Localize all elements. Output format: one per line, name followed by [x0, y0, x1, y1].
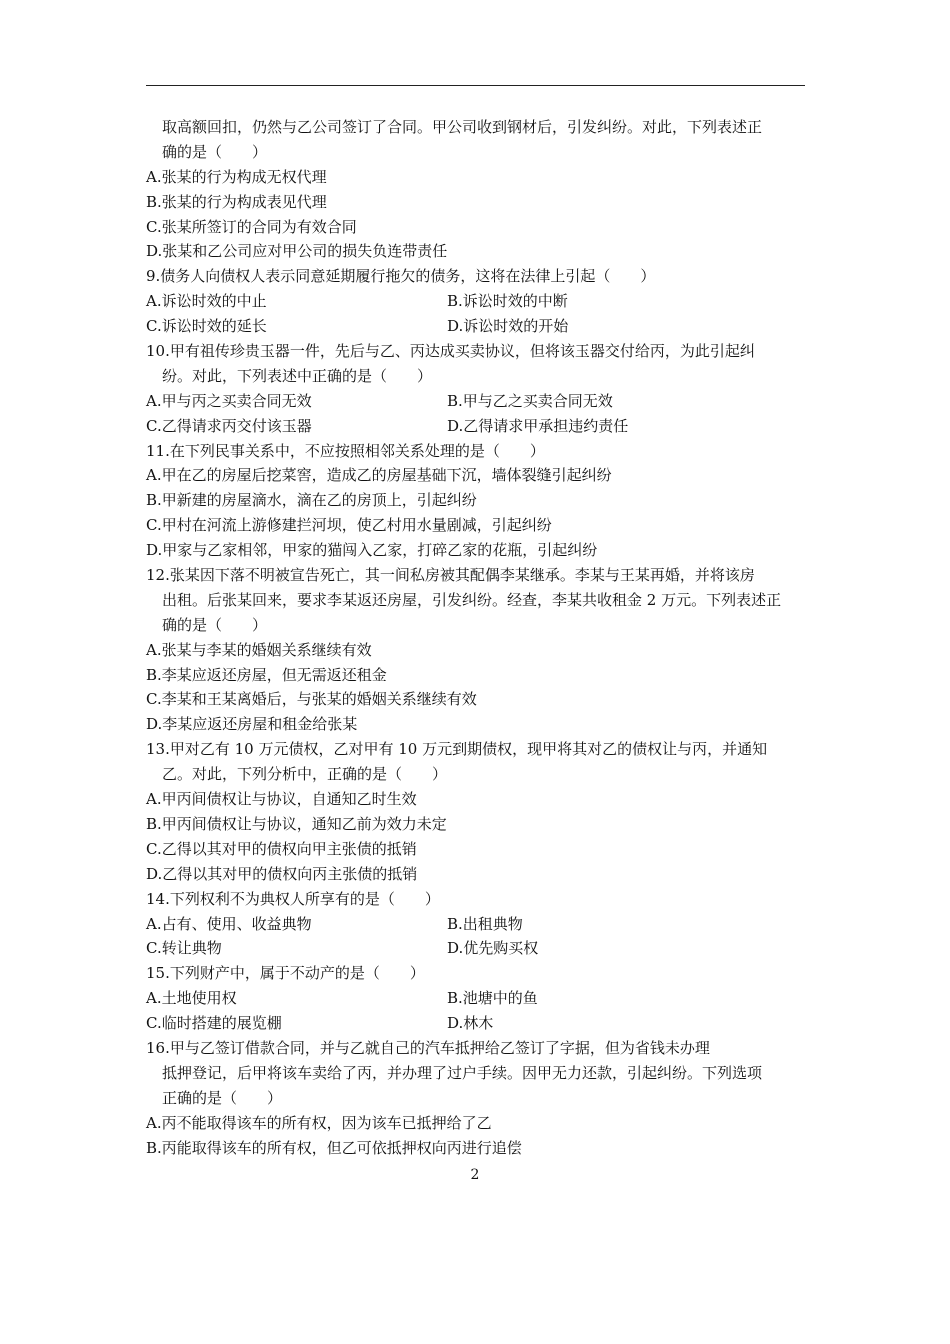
option-text: C.临时搭建的展览棚 — [146, 1014, 282, 1033]
text-line: 纷。对此，下列表述中正确的是（ ） — [162, 366, 433, 385]
text-line: 10.甲有祖传珍贵玉器一件，先后与乙、丙达成买卖协议，但将该玉器交付给丙，为此引起纠 — [146, 342, 755, 361]
text-line: 取高额回扣，仍然与乙公司签订了合同。甲公司收到钢材后，引发纠纷。对此，下列表述正 — [162, 118, 763, 136]
text-line: B.甲新建的房屋滴水，滴在乙的房顶上，引起纠纷 — [146, 491, 477, 510]
text-line: D.李某应返还房屋和租金给张某 — [146, 715, 358, 734]
text-line: B.甲丙间债权让与协议，通知乙前为效力未定 — [146, 814, 447, 833]
text-line: 确的是（ ） — [162, 615, 268, 634]
option-row — [146, 936, 808, 961]
option-text: A.甲与丙之买卖合同无效 — [146, 391, 312, 410]
text-line: D.甲家与乙家相邻，甲家的猫闯入乙家，打碎乙家的花瓶，引起纠纷 — [146, 541, 598, 560]
text-line: 9.债务人向债权人表示同意延期履行拖欠的债务，这将在法律上引起（ ） — [146, 267, 656, 286]
text-line: A.甲丙间债权让与协议，自通知乙时生效 — [146, 790, 417, 809]
text-line: 16.甲与乙签订借款合同，并与乙就自己的汽车抵押给乙签订了字据，但为省钱未办理 — [146, 1038, 710, 1057]
text-line: A.丙不能取得该车的所有权，因为该车已抵押给了乙 — [146, 1113, 492, 1132]
text-line: 12.张某因下落不明被宣告死亡，其一间私房被其配偶李某继承。李某与王某再婚，并将该房 — [146, 566, 755, 585]
option-text: B.池塘中的鱼 — [447, 989, 538, 1008]
option-text: A.诉讼时效的中止 — [146, 292, 267, 311]
text-line: A.甲在乙的房屋后挖菜窖，造成乙的房屋基础下沉，墙体裂缝引起纠纷 — [146, 466, 612, 485]
text-line: C.李某和王某离婚后，与张某的婚姻关系继续有效 — [146, 690, 477, 709]
option-text: C.乙得请求丙交付该玉器 — [146, 416, 312, 435]
text-line: 乙。对此，下列分析中，正确的是（ ） — [162, 765, 448, 784]
option-text: B.出租典物 — [447, 914, 523, 933]
option-text: B.甲与乙之买卖合同无效 — [447, 391, 613, 410]
text-line: 14.下列权利不为典权人所享有的是（ ） — [146, 889, 440, 908]
option-row — [146, 986, 808, 1011]
option-row — [146, 912, 808, 937]
text-line: A.张某与李某的婚姻关系继续有效 — [146, 640, 372, 659]
option-text: D.林木 — [447, 1014, 494, 1033]
option-text: A.占有、使用、收益典物 — [146, 914, 312, 933]
exam-questions — [146, 115, 808, 1160]
option-row — [146, 1011, 808, 1036]
option-row — [146, 389, 808, 414]
text-line: 13.甲对乙有 10 万元债权，乙对甲有 10 万元到期债权，现甲将其对乙的债权让与丙，并通知 — [146, 740, 768, 759]
option-row — [146, 414, 808, 439]
text-line: B.张某的行为构成表见代理 — [146, 192, 327, 211]
option-text: D.乙得请求甲承担违约责任 — [447, 416, 629, 435]
text-line: B.丙能取得该车的所有权，但乙可依抵押权向丙进行追偿 — [146, 1138, 522, 1157]
text-line: D.张某和乙公司应对甲公司的损失负连带责任 — [146, 242, 448, 261]
text-line: C.张某所签订的合同为有效合同 — [146, 217, 357, 236]
option-text: A.土地使用权 — [146, 989, 237, 1008]
text-line: B.李某应返还房屋，但无需返还租金 — [146, 665, 387, 684]
text-line: 抵押登记，后甲将该车卖给了丙，并办理了过户手续。因甲无力还款，引起纠纷。下列选项 — [162, 1063, 763, 1082]
option-text: C.转让典物 — [146, 939, 222, 958]
option-text: D.诉讼时效的开始 — [447, 317, 569, 336]
text-line: 11.在下列民事关系中，不应按照相邻关系处理的是（ ） — [146, 441, 545, 460]
text-line: C.甲村在河流上游修建拦河坝，使乙村用水量剧减，引起纠纷 — [146, 516, 552, 535]
text-line: 出租。后张某回来，要求李某返还房屋，引发纠纷。经查，李某共收租金 2 万元。下列表述正 — [162, 590, 782, 609]
option-text: B.诉讼时效的中断 — [447, 292, 568, 311]
text-line: D.乙得以其对甲的债权向丙主张债的抵销 — [146, 864, 418, 883]
option-text: D.优先购买权 — [447, 939, 539, 958]
text-line: C.乙得以其对甲的债权向甲主张债的抵销 — [146, 839, 417, 858]
text-line: 15.下列财产中，属于不动产的是（ ） — [146, 964, 425, 983]
header-rule — [146, 85, 805, 86]
text-line: 确的是（ ） — [162, 142, 268, 161]
option-row — [146, 289, 808, 314]
option-row — [146, 314, 808, 339]
page-number: 2 — [470, 1167, 480, 1183]
option-text: C.诉讼时效的延长 — [146, 317, 267, 336]
text-line: 正确的是（ ） — [162, 1088, 283, 1107]
text-line: A.张某的行为构成无权代理 — [146, 167, 327, 186]
